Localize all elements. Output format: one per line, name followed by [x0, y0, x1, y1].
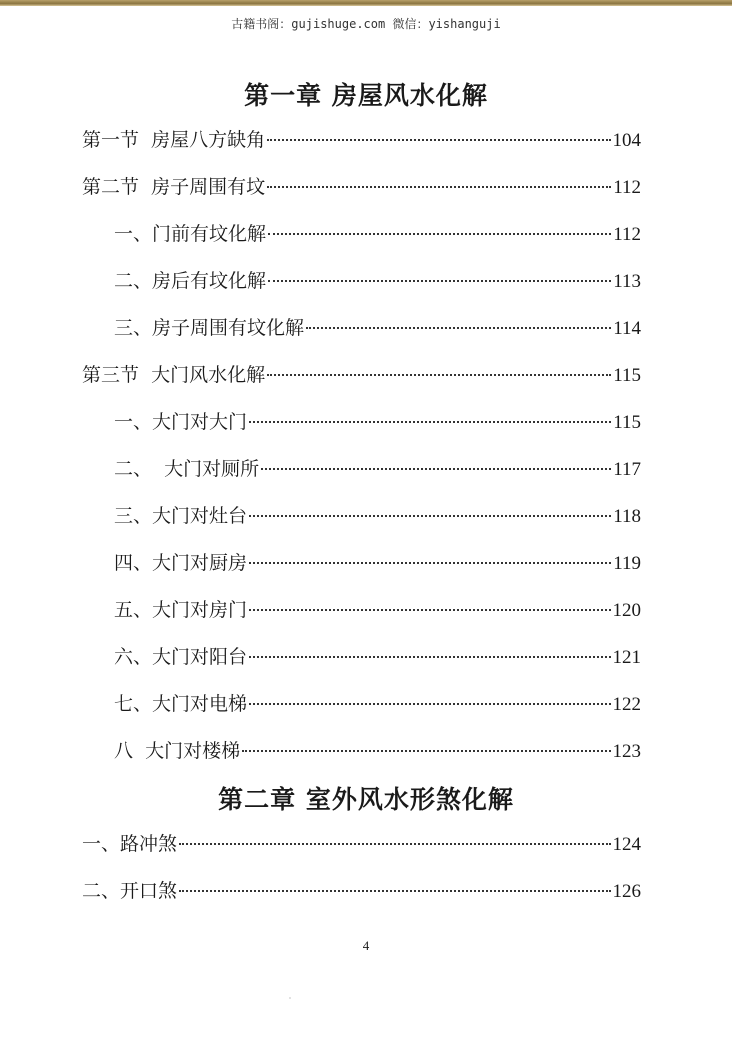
toc-entry[interactable] — [114, 454, 641, 484]
toc-entry-label: 七、大门对电梯 — [114, 693, 248, 715]
toc-entry[interactable] — [82, 360, 641, 390]
toc-leader-dots — [249, 515, 611, 517]
toc-entry-page: 113 — [613, 271, 641, 292]
toc-entry-page: 124 — [612, 834, 641, 855]
chapter-title-1: 第一章 房屋风水化解 — [244, 81, 488, 110]
toc-entry[interactable] — [82, 829, 641, 859]
toc-entry-page: 112 — [613, 224, 641, 245]
toc-entry-label: 第三节 大门风水化解 — [82, 364, 266, 386]
toc-entry-page: 118 — [613, 506, 641, 527]
toc-entry-page: 115 — [613, 365, 641, 386]
toc-entry-label: 第二节 房子周围有坟 — [82, 176, 266, 198]
toc-leader-dots — [249, 656, 610, 658]
toc-leader-dots — [267, 139, 610, 141]
toc-entry-page: 122 — [612, 694, 641, 715]
toc-leader-dots — [268, 280, 611, 282]
toc-entry-label: 一、路冲煞 — [82, 833, 178, 855]
top-border — [0, 0, 732, 6]
toc-entry-label: 三、大门对灶台 — [114, 505, 248, 527]
toc-leader-dots — [268, 233, 611, 235]
toc-entry-label: 五、大门对房门 — [114, 599, 248, 621]
toc-leader-dots — [249, 562, 611, 564]
toc-entry[interactable] — [114, 595, 641, 625]
toc-entry[interactable] — [114, 689, 641, 719]
toc-entry[interactable] — [114, 501, 641, 531]
toc-entry-page: 121 — [612, 647, 641, 668]
toc-leader-dots — [267, 186, 611, 188]
toc-entry-label: 一、大门对大门 — [114, 411, 248, 433]
scan-speck — [289, 997, 291, 999]
toc-entry-page: 104 — [612, 130, 641, 151]
toc-entry-label: 四、大门对厨房 — [114, 552, 248, 574]
toc-leader-dots — [249, 609, 610, 611]
toc-entry[interactable] — [114, 736, 641, 766]
toc-entry[interactable] — [114, 407, 641, 437]
toc-leader-dots — [242, 750, 610, 752]
toc-entry-label: 三、房子周围有坟化解 — [114, 317, 305, 339]
toc-entry-label: 第一节 房屋八方缺角 — [82, 129, 266, 151]
toc-entry-page: 123 — [612, 741, 641, 762]
toc-entry[interactable] — [114, 548, 641, 578]
toc-entry-label: 二、房后有坟化解 — [114, 270, 267, 292]
toc-entry-page: 114 — [613, 318, 641, 339]
toc-entry[interactable] — [114, 313, 641, 343]
toc-entry-page: 117 — [613, 459, 641, 480]
toc-entry[interactable] — [82, 876, 641, 906]
toc-entry[interactable] — [82, 172, 641, 202]
toc-entry-label: 二、开口煞 — [82, 880, 178, 902]
toc-leader-dots — [249, 421, 611, 423]
toc-entry-label: 六、大门对阳台 — [114, 646, 248, 668]
toc-leader-dots — [306, 327, 611, 329]
toc-entry-page: 126 — [612, 881, 641, 902]
toc-entry[interactable] — [114, 266, 641, 296]
chapter-title-2: 第二章 室外风水形煞化解 — [218, 785, 514, 814]
toc-entry-page: 119 — [613, 553, 641, 574]
toc-entry-page: 115 — [613, 412, 641, 433]
watermark-header: 古籍书阁：gujishuge.com 微信：yishanguji — [231, 17, 501, 31]
toc-entry[interactable] — [114, 219, 641, 249]
toc-leader-dots — [261, 468, 611, 470]
toc-entry-page: 120 — [612, 600, 641, 621]
toc-entry-page: 112 — [613, 177, 641, 198]
toc-leader-dots — [179, 890, 610, 892]
toc-entry-label: 八 大门对楼梯 — [114, 740, 241, 762]
toc-entry[interactable] — [82, 125, 641, 155]
toc-entry[interactable] — [114, 642, 641, 672]
toc-leader-dots — [179, 843, 610, 845]
toc-entry-label: 二、 大门对厕所 — [114, 458, 260, 480]
toc-entry-label: 一、门前有坟化解 — [114, 223, 267, 245]
toc-leader-dots — [267, 374, 611, 376]
page-number: 4 — [362, 938, 370, 953]
toc-leader-dots — [249, 703, 610, 705]
